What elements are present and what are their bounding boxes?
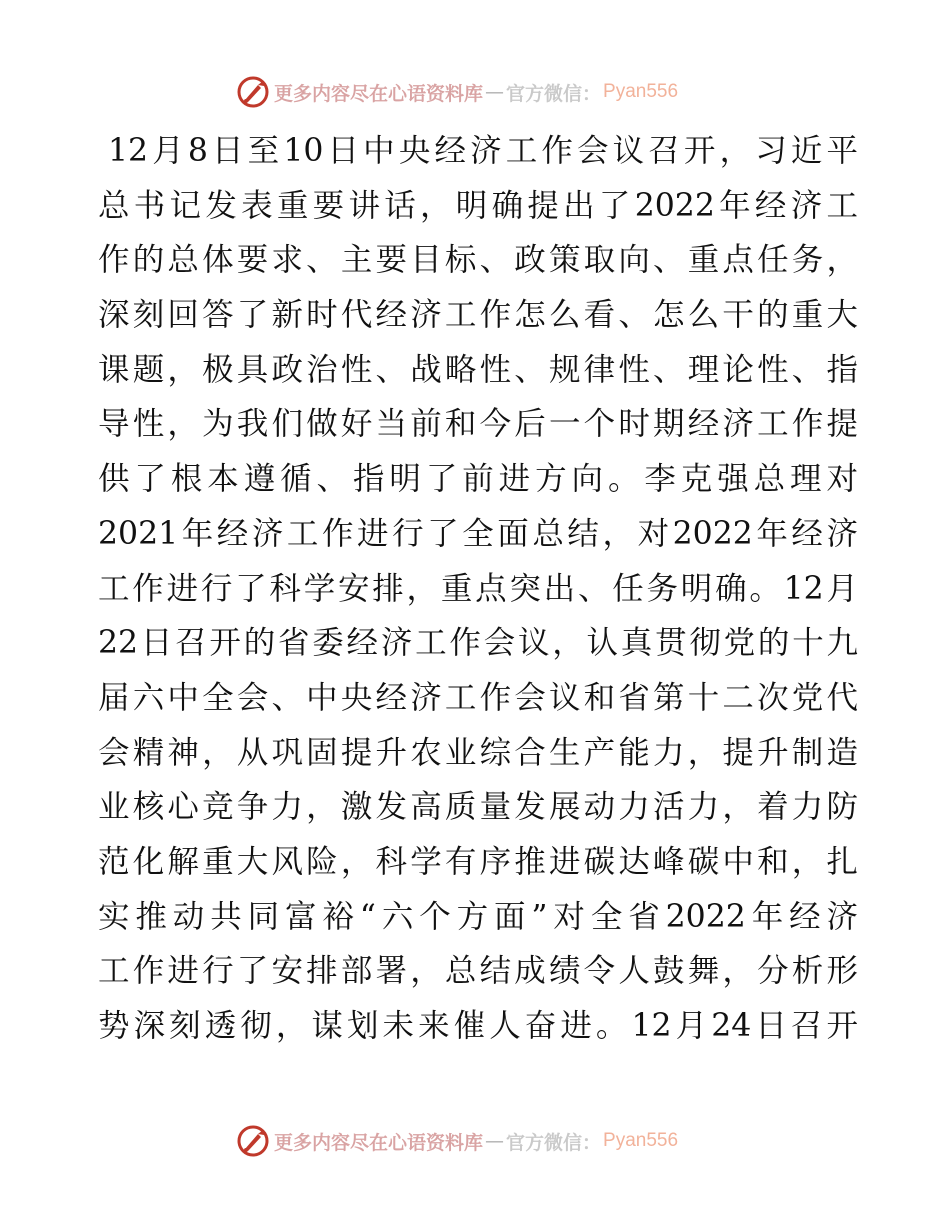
wechat-id-text: Pyan556 <box>603 81 679 102</box>
text-line: 作的总体要求、主要目标、政策取向、重点任务， <box>98 242 858 279</box>
text-line: 业核心竞争力，激发高质量发展动力活力，着力防 <box>98 789 858 826</box>
site-name-text: 更多内容尽在心语资料库 <box>274 1131 484 1154</box>
site-name-text: 更多内容尽在心语资料库 <box>274 82 484 105</box>
text-line: 12月8日至10日中央经济工作会议召开，习近平 <box>108 133 858 169</box>
official-wechat-label: 官方微信： <box>506 82 602 105</box>
quill-pen-seal-icon <box>236 1124 270 1158</box>
body-paragraph <box>98 124 858 1054</box>
official-wechat-label: 官方微信： <box>506 1131 602 1154</box>
wechat-id-text: Pyan556 <box>603 1130 679 1151</box>
separator-dash: — <box>485 1130 505 1152</box>
text-line: 导性，为我们做好当前和今后一个时期经济工作提 <box>98 406 858 443</box>
text-line: 范化解重大风险，科学有序推进碳达峰碳中和，扎 <box>98 843 858 880</box>
text-line: 课题，极具政治性、战略性、规律性、理论性、指 <box>98 351 858 388</box>
text-line: 供了根本遵循、指明了前进方向。李克强总理对 <box>98 461 858 498</box>
separator-dash: — <box>485 81 505 103</box>
text-line: 势深刻透彻，谋划未来催人奋进。12月24日召开 <box>98 1008 858 1044</box>
header-watermark-banner <box>236 72 678 112</box>
text-line: 工作进行了安排部署，总结成绩令人鼓舞，分析形 <box>98 953 858 990</box>
text-line: 深刻回答了新时代经济工作怎么看、怎么干的重大 <box>98 297 858 334</box>
text-line: 2021年经济工作进行了全面总结，对2022年经济 <box>98 515 858 552</box>
quill-pen-seal-icon <box>236 75 270 109</box>
footer-watermark-banner <box>236 1121 678 1161</box>
text-line: 工作进行了科学安排，重点突出、任务明确。12月 <box>98 570 858 607</box>
text-line: 实推动共同富裕“六个方面”对全省2022年经济 <box>98 898 858 935</box>
text-line: 22日召开的省委经济工作会议，认真贯彻党的十九 <box>98 625 858 662</box>
text-line: 总书记发表重要讲话，明确提出了2022年经济工 <box>98 187 858 224</box>
text-line: 届六中全会、中央经济工作会议和省第十二次党代 <box>98 679 858 716</box>
text-line: 会精神，从巩固提升农业综合生产能力，提升制造 <box>98 734 858 771</box>
